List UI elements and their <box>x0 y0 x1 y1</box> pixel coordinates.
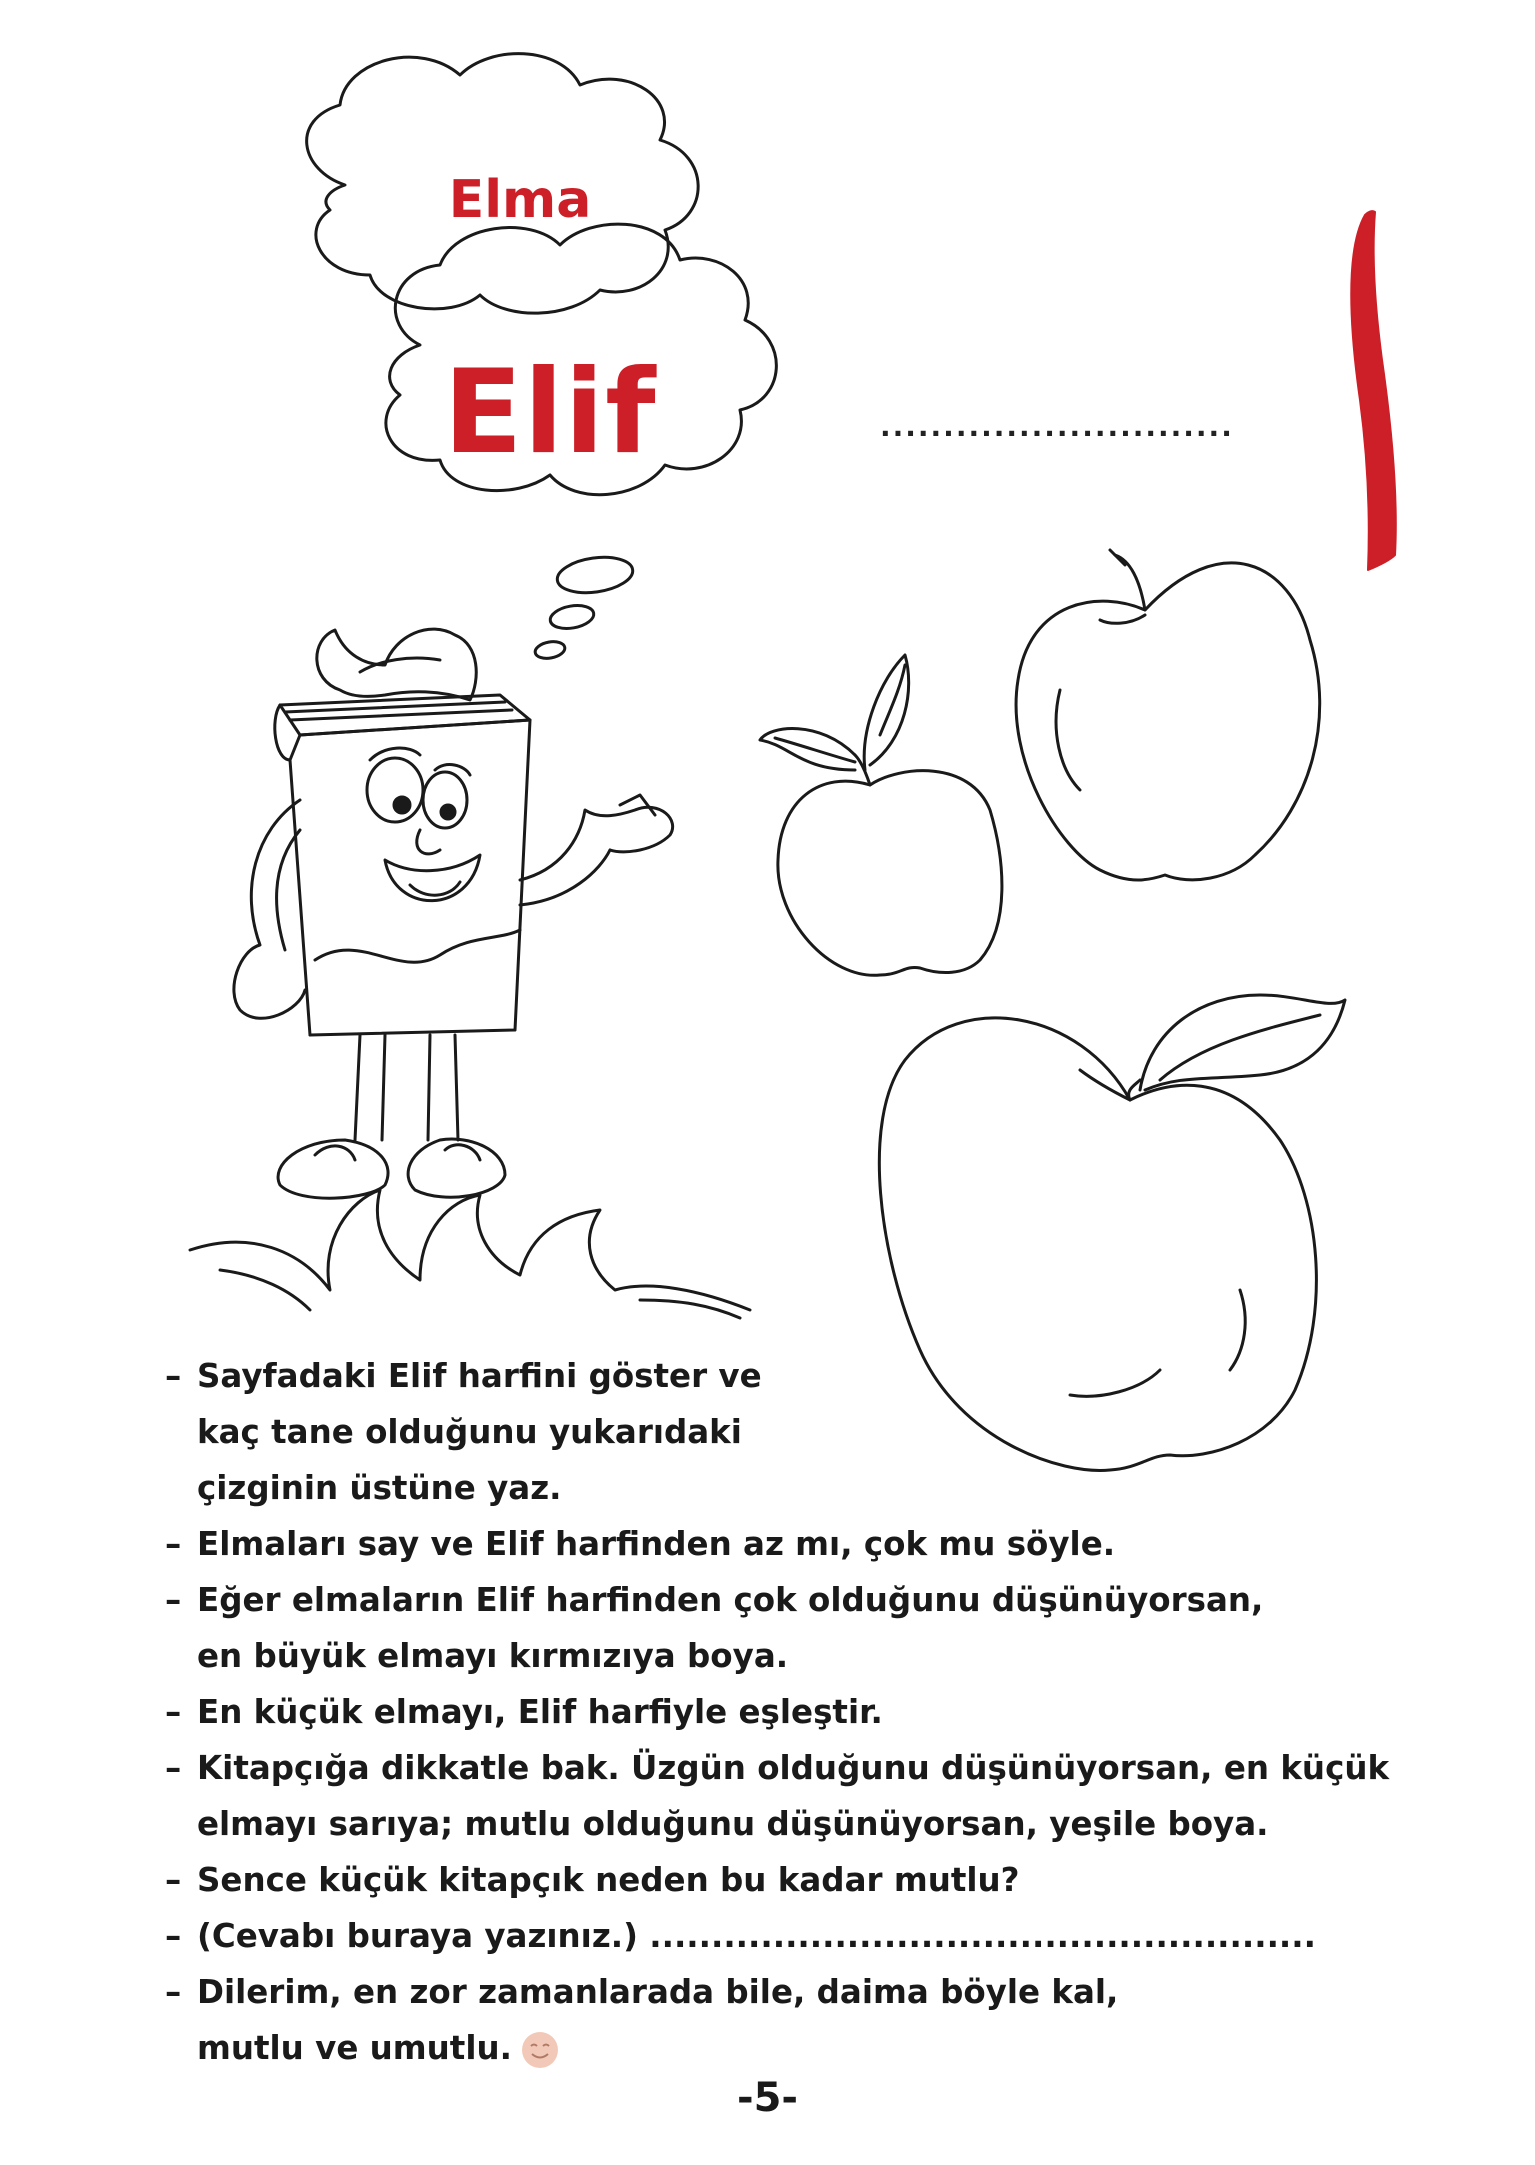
apple-medium <box>1016 550 1320 880</box>
bubble-medium <box>548 602 595 631</box>
page-number: -5- <box>736 2075 799 2121</box>
instruction-list <box>165 1348 1425 2076</box>
instruction-item: – Dilerim, en zor zamanlarada bile, daima böyle kal, mutlu ve umutlu. <box>165 1964 1425 2076</box>
instruction-item: – Eğer elmaların Elif harfinden çok olduğunu düşünüyorsan, en büyük elmayı kırmızıya boya. <box>165 1572 1425 1684</box>
bubble-large <box>555 553 635 597</box>
bullet-dash: – <box>165 1973 182 2011</box>
instruction-item-answer[interactable]: – (Cevabı buraya yazınız.) ...................................................... <box>165 1908 1425 1964</box>
bubble-letter-name-elif: Elif <box>443 345 657 480</box>
smiley-face-icon <box>520 2030 560 2070</box>
instruction-item: – Sayfadaki Elif harfini göster ve kaç tane olduğunu yukarıdaki çizginin üstüne yaz. <box>165 1348 1425 1516</box>
bullet-dash: – <box>165 1861 182 1899</box>
bullet-dash: – <box>165 1749 182 1787</box>
bullet-dash: – <box>165 1525 182 1563</box>
apple-small <box>760 655 1002 975</box>
bubble-word-elma: Elma <box>448 170 592 230</box>
count-answer-line[interactable]: ............................ <box>880 410 1234 443</box>
instruction-item: – Sence küçük kitapçık neden bu kadar mutlu? <box>165 1852 1425 1908</box>
elif-letter-icon <box>1351 211 1396 570</box>
instruction-item: – Elmaları say ve Elif harfinden az mı, çok mu söyle. <box>165 1516 1425 1572</box>
bullet-dash: – <box>165 1917 182 1955</box>
bullet-dash: – <box>165 1693 182 1731</box>
instruction-item: – En küçük elmayı, Elif harfiyle eşleştir. <box>165 1684 1425 1740</box>
bullet-dash: – <box>165 1581 182 1619</box>
book-character <box>190 629 750 1318</box>
instruction-item: – Kitapçığa dikkatle bak. Üzgün olduğunu düşünüyorsan, en küçük elmayı sarıya; mutlu olduğunu düşünüyorsan, yeşile boya. <box>165 1740 1425 1852</box>
bubble-small <box>534 640 566 661</box>
bullet-dash: – <box>165 1357 182 1395</box>
